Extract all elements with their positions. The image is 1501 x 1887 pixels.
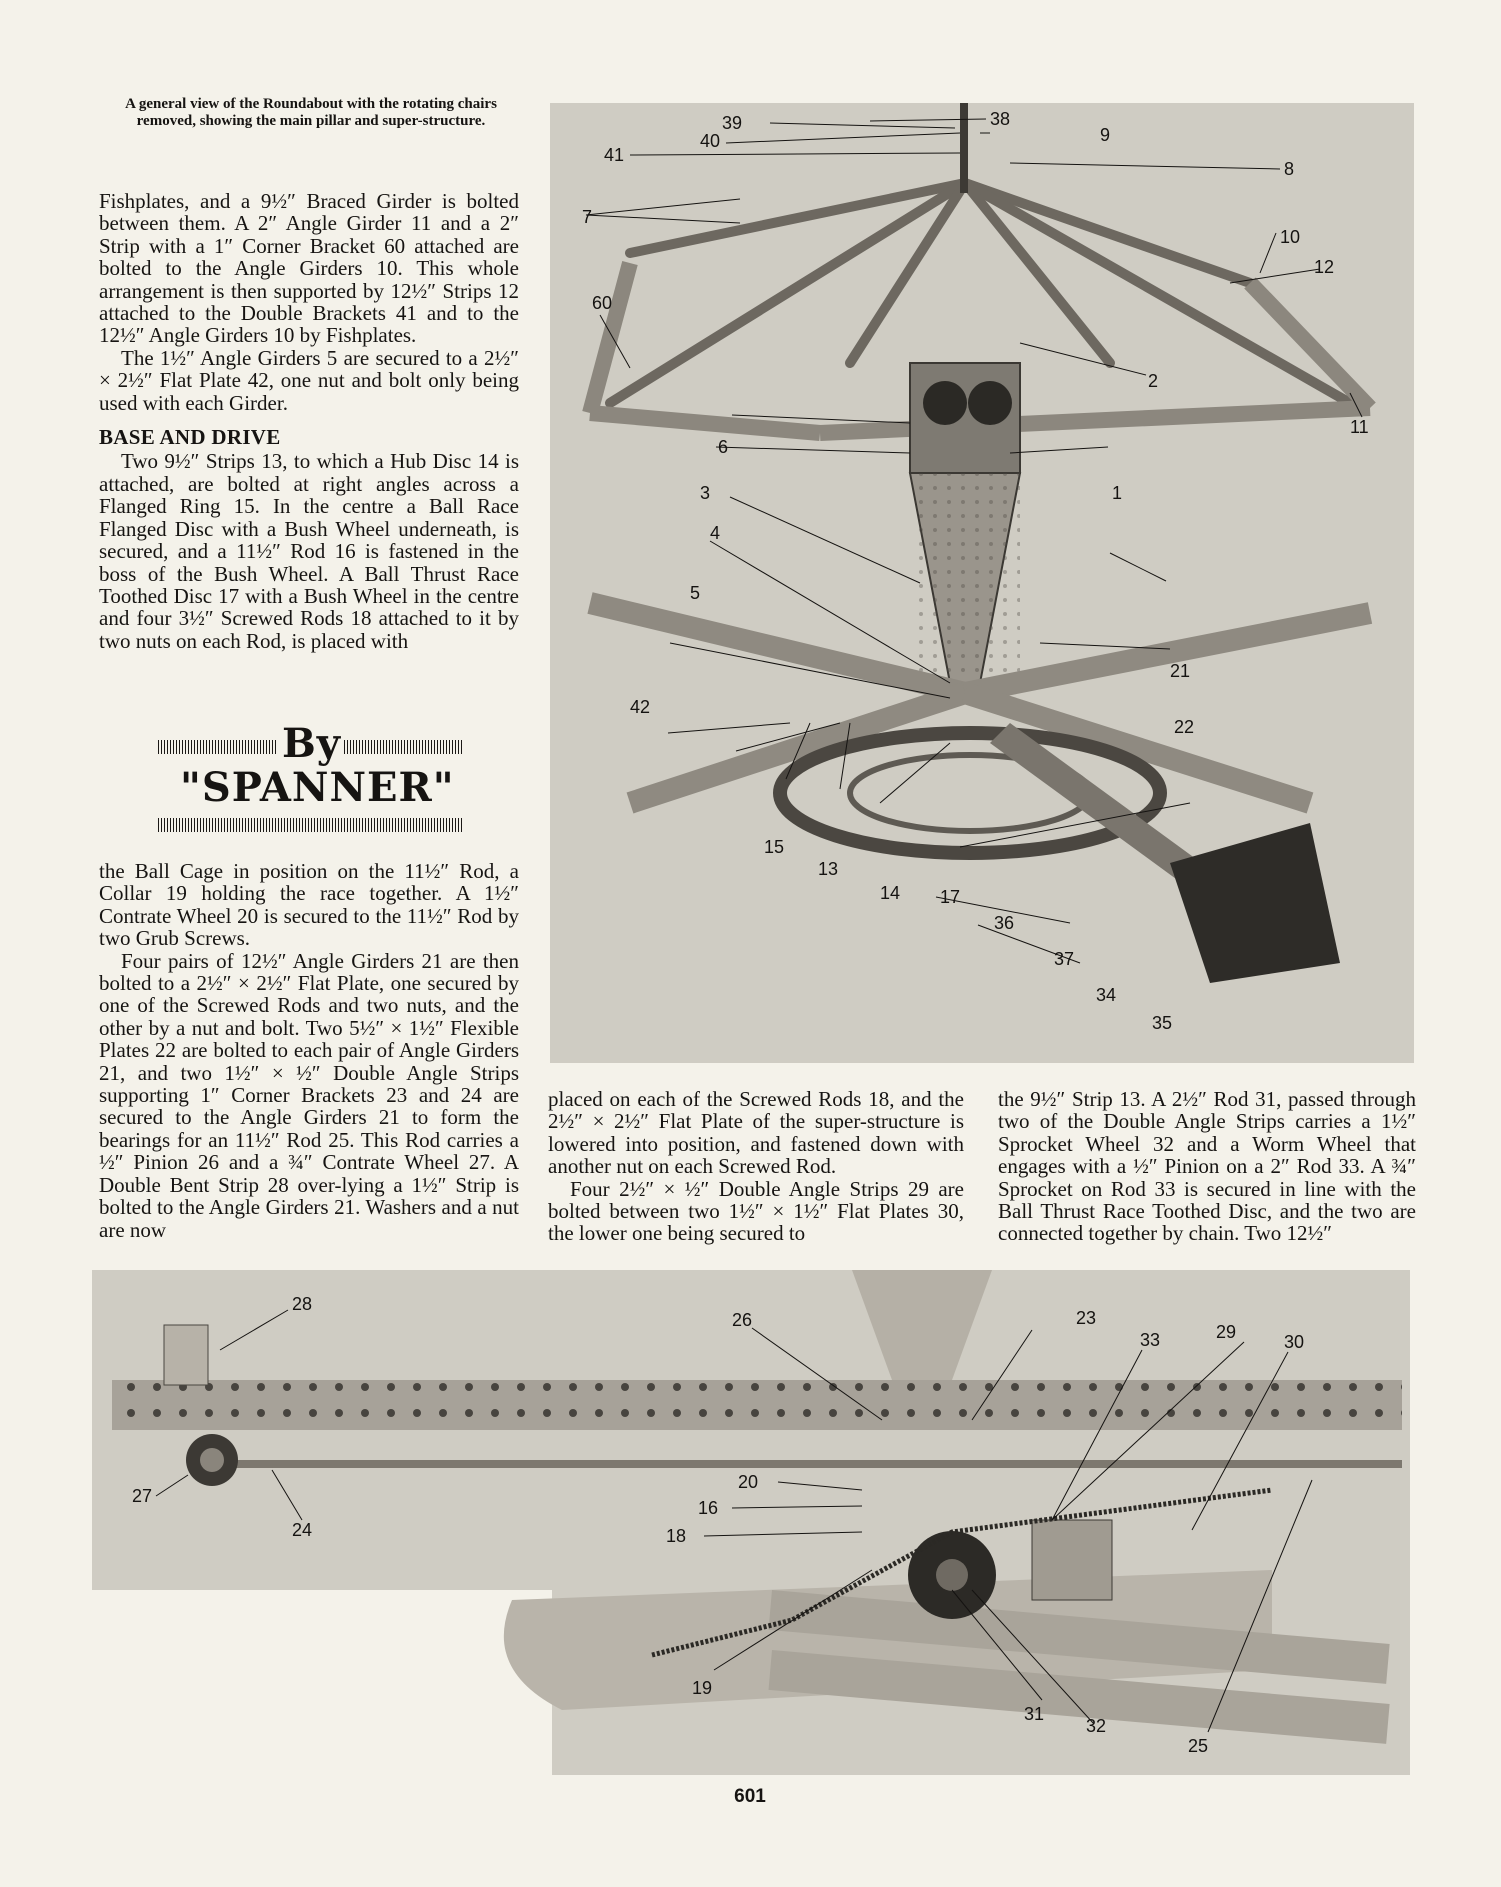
section-heading: BASE AND DRIVE [99,425,281,450]
callout-label: 25 [1188,1736,1209,1756]
callout-label: 3 [700,483,711,503]
callout-label: 32 [1086,1716,1107,1736]
callout-label: 36 [994,913,1015,933]
callout-label: 10 [1280,227,1301,247]
callout-label: 40 [700,131,721,151]
callout-label: 5 [690,583,701,603]
text-column-3 [998,1088,1416,1245]
callout-label: 37 [1054,949,1075,969]
paragraph: the 9½″ Strip 13. A 2½″ Rod 31, passed through two of the Double Angle Strips carries a 1½″ Sprocket Wheel 32 and a Worm Wheel that engages with a ½″ Pinion on a 2″ Rod 33. A ¾″ Sprocket on Rod 33 is secured in line with the Ball Thrust Race Toothed Disc, and the two are connected together by chain. Two 12½″ [998,1087,1416,1246]
figure-roundabout-superstructure [550,103,1414,1063]
callout-label: 39 [722,113,743,133]
text-column-1-bottom [99,860,519,1241]
callout-label: 29 [1216,1322,1237,1342]
paragraph: placed on each of the Screwed Rods 18, and the 2½″ × 2½″ Flat Plate of the super-structure is lowered into position, and fastened down with another nut on each Screwed Rod. [548,1087,964,1179]
callout-label: 35 [1152,1013,1173,1033]
byline-by: By [282,720,342,767]
figure-caption-top: A general view of the Roundabout with the rotating chairs removed, showing the main pillar and super-structure. [125,96,497,129]
callout-label: 27 [132,1486,153,1506]
paragraph: The 1½″ Angle Girders 5 are secured to a 2½″ × 2½″ Flat Plate 42, one nut and bolt only being used with each Girder. [99,345,519,415]
callout-label: 2 [1148,371,1159,391]
callout-label: 18 [666,1526,687,1546]
callout-label: 4 [710,523,721,543]
paragraph: Four 2½″ × ½″ Double Angle Strips 29 are bolted between two 1½″ × 1½″ Flat Plates 30, the lower one being secured to [548,1176,964,1246]
callout-label: 60 [592,293,613,313]
callout-label: 24 [292,1520,313,1540]
callout-label: 22 [1174,717,1195,737]
callout-label: 31 [1024,1704,1045,1724]
callout-label: 13 [818,859,839,879]
callout-label: 34 [1096,985,1117,1005]
callout-label: 7 [582,207,593,227]
callout-label: 12 [1314,257,1335,277]
callout-label: 19 [692,1678,713,1698]
callout-label: 17 [940,887,961,907]
callout-label: 21 [1170,661,1191,681]
callout-label: 30 [1284,1332,1305,1352]
callout-label: 11 [1350,417,1369,437]
superstructure-illustration [550,103,1414,1063]
paragraph: Fishplates, and a 9½″ Braced Girder is bolted between them. A 2″ Angle Girder 11 and a 2″ Strip with a 1″ Corner Bracket 60 attached are bolted to the Angle Girders 10. This whole arrangement is then supported by 12½″ Strips 12 attached to the Double Brackets 41 and to the 12½″ Angle Girders 10 by Fishplates. [99,189,519,348]
callout-label: 16 [698,1498,719,1518]
base-drive-illustration [92,1270,1410,1775]
paragraph: the Ball Cage in position on the 11½″ Rod, a Collar 19 holding the race together. A 1½″ Contrate Wheel 20 is secured to the 11½″ Rod by two Grub Screws. [99,859,519,951]
callout-label: 41 [604,145,625,165]
callout-label: 20 [738,1472,759,1492]
callout-label: 1 [1112,483,1123,503]
byline-author: "SPANNER" [180,764,455,811]
callout-label: 23 [1076,1308,1097,1328]
callout-label: 33 [1140,1330,1161,1350]
figure-base-drive [92,1270,1410,1775]
callout-label: 42 [630,697,651,717]
text-column-1-top [99,190,519,652]
callout-label: 38 [990,109,1011,129]
paragraph: Four pairs of 12½″ Angle Girders 21 are then bolted to a 2½″ × 2½″ Flat Plate, one secured by one of the Screwed Rods and two nuts, and the other by a nut and bolt. Two 5½″ × 1½″ Flexible Plates 22 are bolted to each pair of Angle Girders 21, and two 1½″ × ½″ Double Angle Strips supporting 1″ Corner Brackets 23 and 24 are secured to the Angle Girders 21 to form the bearings for an 11½″ Rod 25. This Rod carries a ½″ Pinion 26 and a ¾″ Contrate Wheel 27. A Double Bent Strip 28 over-lying a 1½″ Strip is bolted to the Angle Girders 21. Washers and a nut are now [99,948,519,1242]
paragraph: Two 9½″ Strips 13, to which a Hub Disc 14 is attached, are bolted at right angles across a Flanged Ring 15. In the centre a Ball Race Flanged Disc with a Bush Wheel underneath, is secured, and a 11½″ Rod 16 is fastened in the boss of the Bush Wheel. A Ball Thrust Race Toothed Disc 17 with a Bush Wheel in the centre and four 3½″ Screwed Rods 18 attached to it by two nuts on each Rod, is placed with [99,449,519,653]
callout-label: 15 [764,837,785,857]
callout-label: 6 [718,437,729,457]
callout-label: 28 [292,1294,313,1314]
text-column-2 [548,1088,964,1245]
callout-label: 14 [880,883,901,903]
callout-label: 8 [1284,159,1295,179]
author-byline [158,720,464,836]
callout-label: 26 [732,1310,753,1330]
callout-label: 9 [1100,125,1111,145]
page-number: 601 [734,1786,766,1807]
